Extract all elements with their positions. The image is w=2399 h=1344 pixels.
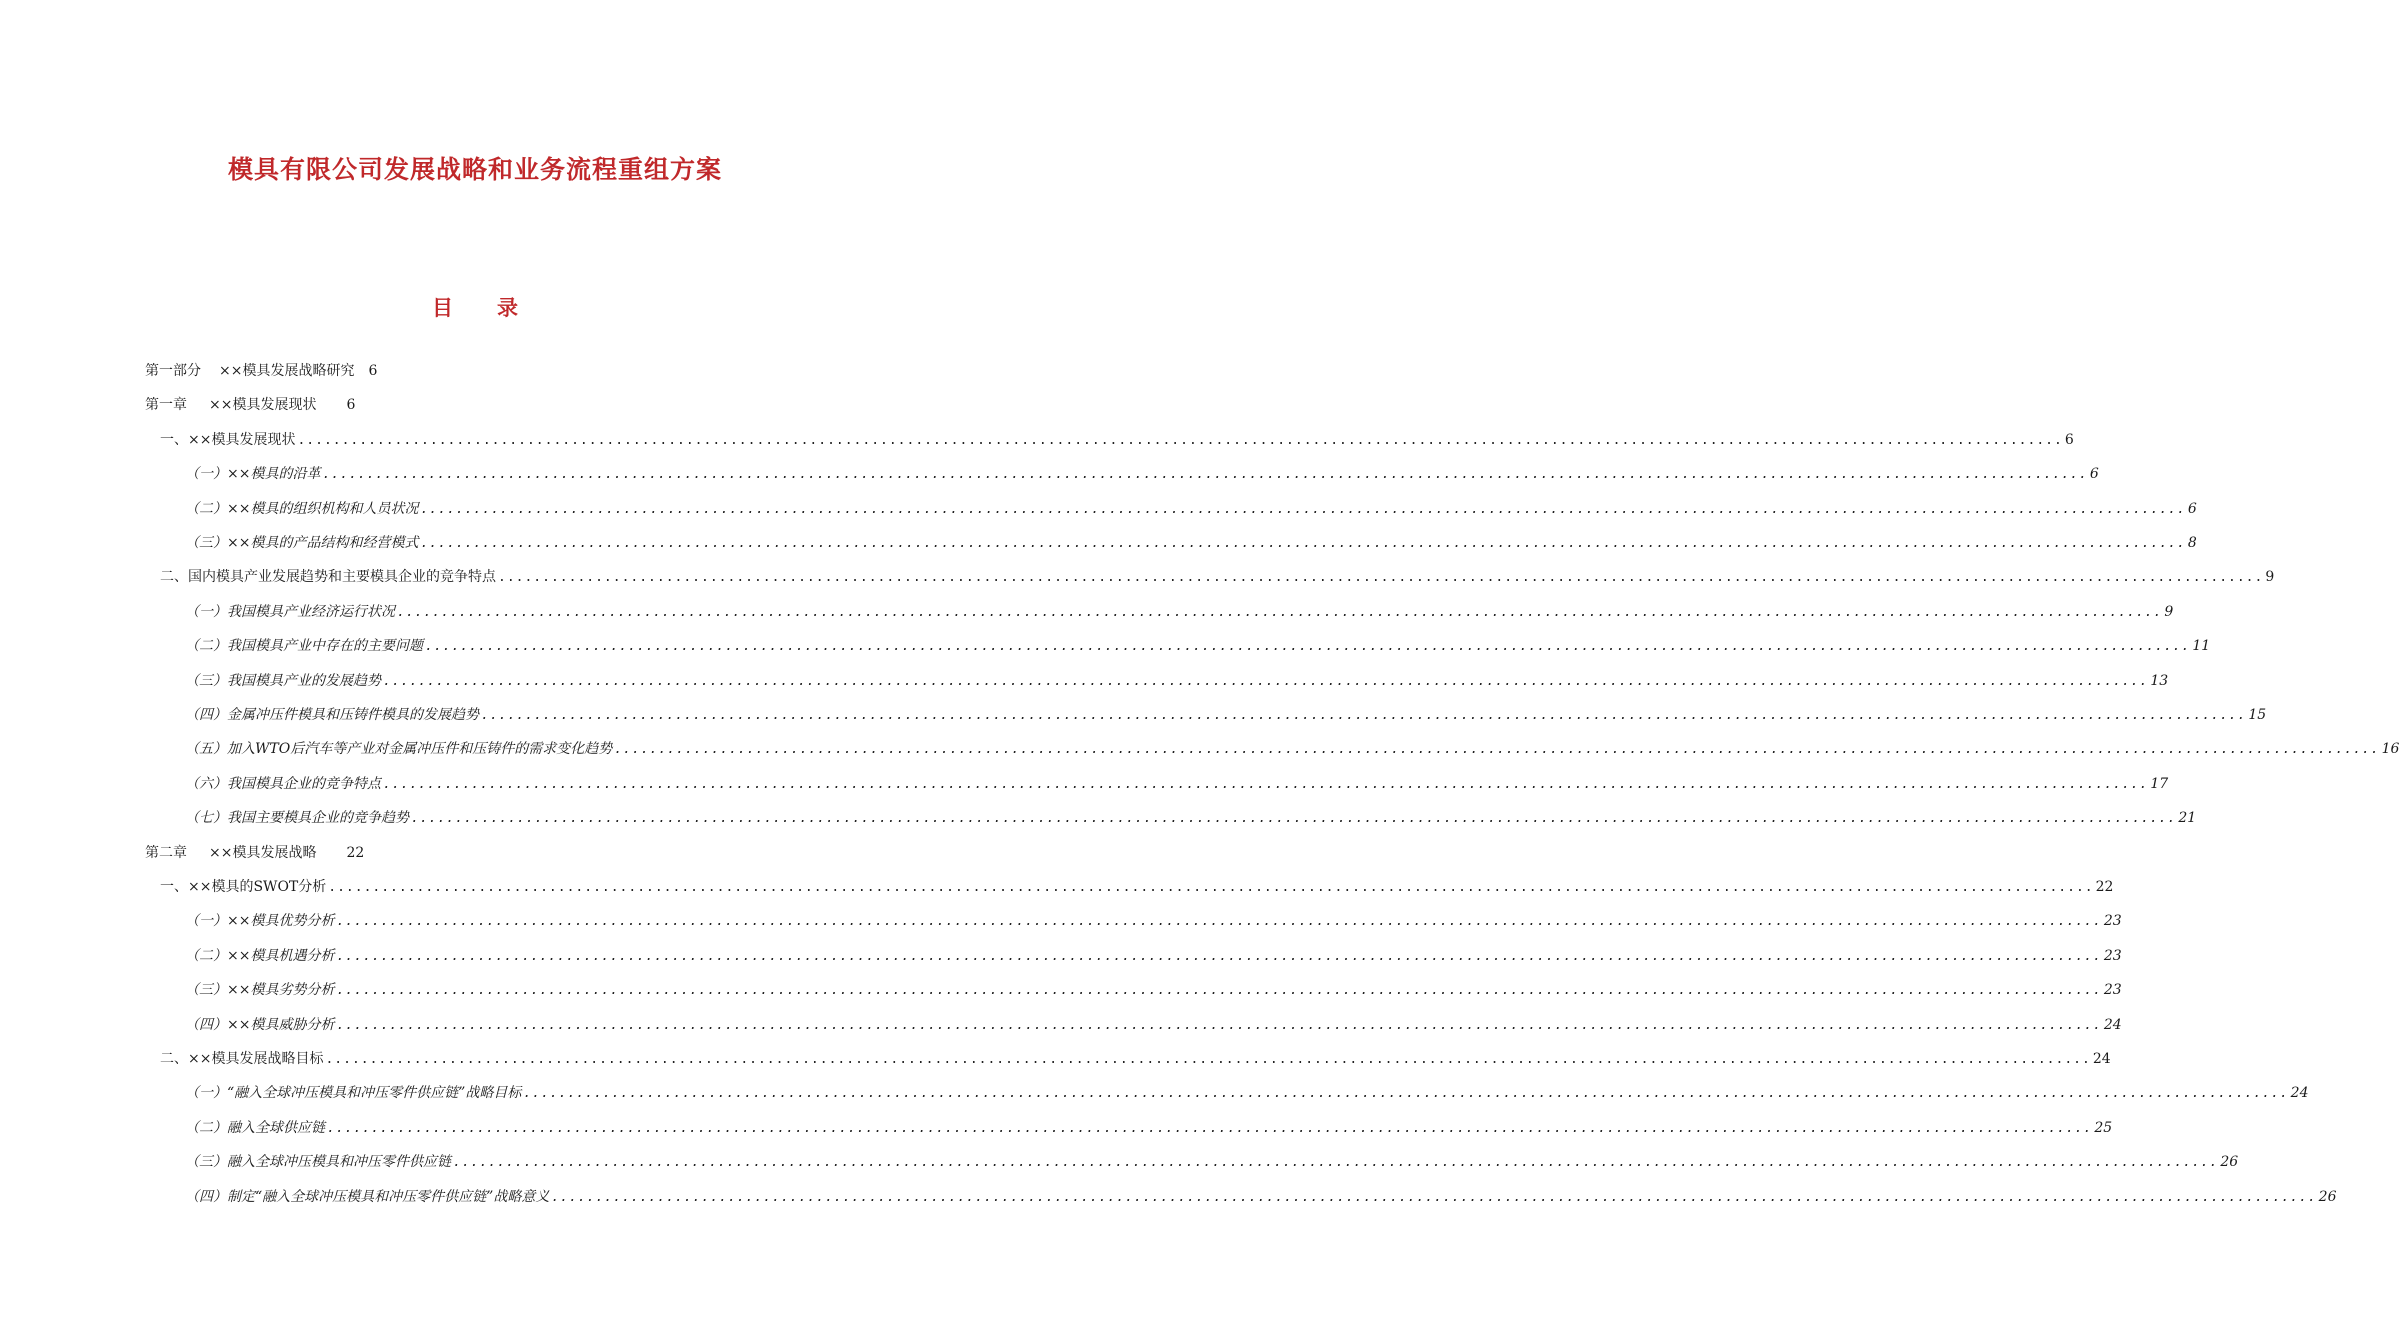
toc-entry[interactable]: [185, 601, 2174, 627]
toc-entry-page: 13: [2150, 672, 2169, 689]
toc-entry-page: 8: [2187, 535, 2197, 551]
toc-entry-page: 25: [2094, 1119, 2113, 1136]
toc-entry-label: [145, 842, 316, 862]
toc-heading-char: 目: [432, 295, 453, 320]
toc-entry[interactable]: [185, 1082, 2309, 1108]
toc-entry[interactable]: [145, 842, 364, 868]
toc-entry-page: 24: [2290, 1085, 2309, 1102]
toc-entry-label: （三）融入全球冲压模具和冲压零件供应链: [185, 1154, 451, 1171]
toc-entry-leader: ........................................................................................................................................................................................................: [411, 811, 2177, 827]
toc-entry[interactable]: [160, 1048, 2111, 1074]
toc-entry[interactable]: [185, 945, 2122, 971]
toc-entry-leader: ........................................................................................................................................................................................................: [614, 742, 2380, 758]
toc-entry-page: 16: [2381, 741, 2399, 758]
toc-entry-label: [145, 360, 354, 380]
toc-entry-leader: ........................................................................................................................................................................................................: [397, 604, 2163, 620]
toc-entry-leader: ........................................................................................................................................................................................................: [481, 708, 2247, 723]
toc-entry[interactable]: [160, 566, 2275, 592]
toc-entry-page: 6: [368, 363, 378, 379]
toc-entry[interactable]: [185, 635, 2211, 661]
toc-entry[interactable]: [185, 1117, 2113, 1143]
toc-entry-label: （五）加入WTO后汽车等产业对金属冲压件和压铸件的需求变化趋势: [185, 741, 613, 758]
toc-entry-leader: ........................................................................................................................................................................................................: [551, 1189, 2317, 1205]
toc-entry-page: 6: [2064, 431, 2074, 448]
toc-entry[interactable]: [185, 979, 2122, 1005]
toc-entry-prefix: 第二章: [145, 844, 187, 861]
toc-entry-page: 22: [346, 844, 365, 861]
toc-entry-text: ××模具发展战略研究: [219, 363, 355, 379]
toc-entry-page: 6: [346, 397, 356, 414]
toc-entry[interactable]: [145, 360, 377, 386]
toc-entry[interactable]: [185, 910, 2122, 936]
toc-entry[interactable]: [185, 498, 2197, 524]
toc-entry-leader: ........................................................................................................................................................................................................: [420, 536, 2186, 551]
toc-entry-label: （一）××模具的沿革: [185, 466, 321, 483]
toc-entry-leader: ........................................................................................................................................................................................................: [336, 948, 2102, 964]
document-title: 模具有限公司发展战略和业务流程重组方案: [227, 155, 722, 184]
toc-entry-label: （四）制定“融入全球冲压模具和冲压零件供应链”战略意义: [185, 1188, 550, 1205]
toc-entry-page: 24: [2103, 1016, 2122, 1033]
toc-entry[interactable]: [185, 670, 2169, 696]
toc-entry-leader: ........................................................................................................................................................................................................: [328, 880, 2094, 895]
toc-entry-page: 9: [2164, 603, 2174, 620]
toc-entry[interactable]: [185, 807, 2197, 833]
toc-entry-label: 一、××模具发展现状: [160, 431, 296, 448]
toc-entry-label: （二）我国模具产业中存在的主要问题: [185, 638, 423, 655]
toc-entry-prefix: 第一部分: [145, 363, 201, 379]
toc-entry-page: 15: [2248, 707, 2267, 723]
toc-entry-label: （三）××模具劣势分析: [185, 982, 335, 999]
toc-entry-leader: ........................................................................................................................................................................................................: [322, 467, 2088, 483]
toc-entry-page: 9: [2265, 569, 2275, 586]
toc-entry-label: 二、国内模具产业发展趋势和主要模具企业的竞争特点: [160, 569, 496, 586]
toc-entry-leader: ........................................................................................................................................................................................................: [425, 639, 2191, 655]
toc-entry[interactable]: [185, 1014, 2122, 1040]
toc-entry-page: 21: [2178, 810, 2197, 827]
toc-entry-page: 17: [2150, 775, 2169, 792]
toc-entry[interactable]: [185, 532, 2197, 558]
toc-entry-leader: ........................................................................................................................................................................................................: [327, 1120, 2093, 1136]
toc-entry-label: （三）我国模具产业的发展趋势: [185, 672, 381, 689]
toc-heading-char: 录: [497, 295, 518, 320]
toc-entry[interactable]: [185, 463, 2099, 489]
toc-entry-prefix: 第一章: [145, 397, 187, 414]
toc-entry-leader: ........................................................................................................................................................................................................: [336, 914, 2102, 930]
toc-entry-label: （二）××模具机遇分析: [185, 947, 335, 964]
toc-entry-page: 23: [2103, 913, 2122, 930]
toc-entry-label: （三）××模具的产品结构和经营模式: [185, 535, 419, 551]
toc-entry-leader: ........................................................................................................................................................................................................: [297, 432, 2063, 448]
toc-entry-leader: ........................................................................................................................................................................................................: [498, 570, 2264, 586]
toc-entry-page: 24: [2092, 1051, 2111, 1067]
toc-entry[interactable]: [185, 704, 2267, 730]
toc-entry[interactable]: [160, 876, 2114, 902]
toc-entry[interactable]: [160, 429, 2074, 455]
toc-entry[interactable]: [185, 738, 2399, 764]
toc-entry-label: （七）我国主要模具企业的竞争趋势: [185, 810, 409, 827]
toc-entry-leader: ........................................................................................................................................................................................................: [453, 1155, 2219, 1171]
toc-entry-page: 26: [2220, 1154, 2239, 1171]
toc-entry-page: 22: [2095, 879, 2114, 895]
toc-entry-label: （四）××模具威胁分析: [185, 1016, 335, 1033]
toc-entry-label: 二、××模具发展战略目标: [160, 1051, 324, 1067]
toc-entry-text: ××模具发展现状: [209, 397, 317, 414]
toc-entry-label: （一）“融入全球冲压模具和冲压零件供应链”战略目标: [185, 1085, 522, 1102]
toc-entry-leader: ........................................................................................................................................................................................................: [325, 1052, 2091, 1067]
toc-entry-text: ××模具发展战略: [209, 844, 317, 861]
toc-entry-page: 11: [2192, 638, 2211, 655]
toc-entry-leader: ........................................................................................................................................................................................................: [420, 501, 2186, 517]
toc-entry-leader: ........................................................................................................................................................................................................: [336, 983, 2102, 999]
toc-entry-label: （四）金属冲压件模具和压铸件模具的发展趋势: [185, 707, 479, 723]
toc-entry-label: （六）我国模具企业的竞争特点: [185, 775, 381, 792]
toc-entry-leader: ........................................................................................................................................................................................................: [383, 776, 2149, 792]
toc-entry-page: 6: [2089, 466, 2099, 483]
toc-entry-label: （二）融入全球供应链: [185, 1119, 325, 1136]
toc-entry[interactable]: [145, 394, 355, 420]
toc-entry-label: （二）××模具的组织机构和人员状况: [185, 500, 419, 517]
toc-entry[interactable]: [185, 1186, 2337, 1212]
toc-entry[interactable]: [185, 1151, 2239, 1177]
toc-entry-page: 23: [2103, 947, 2122, 964]
toc-entry-leader: ........................................................................................................................................................................................................: [336, 1017, 2102, 1033]
toc-entry-label: （一）我国模具产业经济运行状况: [185, 603, 395, 620]
toc-entry-label: 一、××模具的SWOT分析: [160, 879, 327, 895]
toc-entry-page: 26: [2318, 1188, 2337, 1205]
toc-entry-page: 6: [2187, 500, 2197, 517]
toc-entry-leader: ........................................................................................................................................................................................................: [523, 1086, 2289, 1102]
toc-entry-page: 23: [2103, 982, 2122, 999]
toc-heading: [0, 292, 950, 322]
toc-entry-label: [145, 394, 316, 414]
toc-entry-leader: ........................................................................................................................................................................................................: [383, 673, 2149, 689]
toc-entry-label: （一）××模具优势分析: [185, 913, 335, 930]
toc-entry[interactable]: [185, 773, 2169, 799]
